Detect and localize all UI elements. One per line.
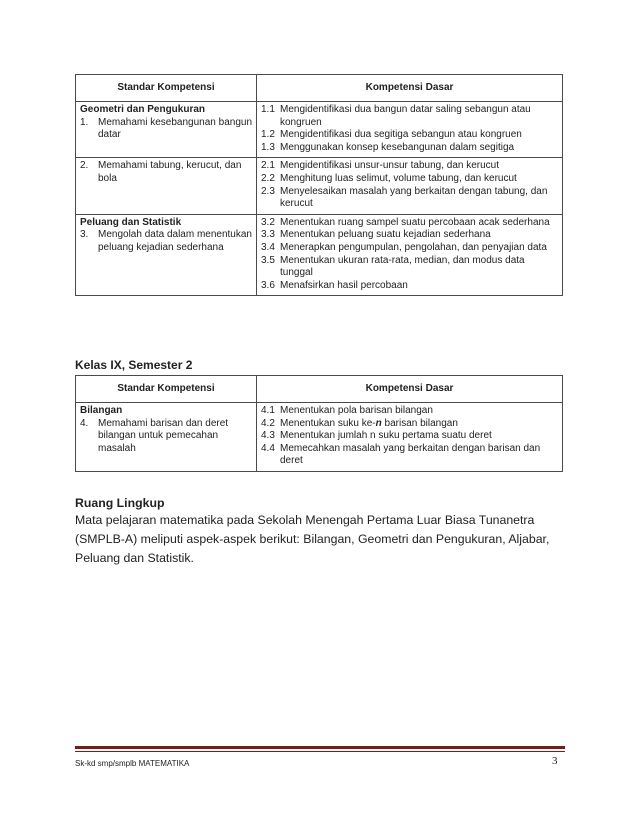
group-title: Geometri dan Pengukuran [80, 104, 206, 115]
sk-text: Mengolah data dalam menentukan peluang kejadian sederhana [98, 229, 252, 253]
kd-text-pre: Menentukan suku ke- [280, 417, 376, 429]
footer-document-title: Sk-kd smp/smplb MATEMATIKA [75, 759, 190, 768]
kd-number: 1.3 [261, 141, 275, 153]
kd-item [261, 280, 558, 293]
page-number: 3 [552, 755, 558, 767]
kd-item [261, 142, 558, 155]
kd-item [261, 129, 558, 142]
group-title: Bilangan [80, 405, 123, 416]
header-standar-kompetensi: Standar Kompetensi [76, 75, 257, 102]
sk-text: Memahami tabung, kerucut, dan bola [98, 160, 242, 184]
sk-text: Memahami kesebangunan bangun datar [98, 116, 252, 141]
kd-item [261, 418, 558, 431]
kd-item [261, 160, 558, 173]
sk-cell [76, 102, 257, 158]
kd-number: 3.4 [261, 241, 275, 253]
kd-text-post: barisan bilangan [381, 417, 458, 429]
kd-text: Menghitung luas selimut, volume tabung, dan kerucut [280, 172, 517, 184]
kd-item [261, 242, 558, 255]
kd-text: Menafsirkan hasil percobaan [280, 279, 408, 291]
kd-text [280, 418, 558, 431]
sk-number: 3. [80, 229, 89, 241]
kd-text: Menggunakan konsep kesebangunan dalam segitiga [280, 141, 515, 153]
ruang-lingkup-section [75, 495, 565, 568]
kd-number: 4.2 [261, 417, 275, 429]
kd-number: 2.3 [261, 185, 275, 197]
header-standar-kompetensi: Standar Kompetensi [76, 376, 257, 403]
kd-item [261, 217, 558, 230]
header-kompetensi-dasar: Kompetensi Dasar [257, 376, 563, 403]
kd-text-emphasis: n [375, 417, 382, 429]
kd-cell [257, 214, 563, 296]
section-body: Mata pelajaran matematika pada Sekolah Menengah Pertama Luar Biasa Tunanetra (SMPLB-A) meliputi aspek-aspek berikut: Bilangan, Geometri dan Pengukuran, Aljabar, Peluang dan Statistik. [75, 513, 550, 565]
kd-text: Menentukan pola barisan bilangan [280, 405, 433, 416]
table-row [76, 214, 563, 296]
kd-item [261, 443, 558, 468]
sk-item [80, 229, 252, 254]
footer-rule-thick [75, 746, 565, 749]
kd-number: 1.2 [261, 129, 275, 141]
kd-cell [257, 158, 563, 214]
kelas-heading: Kelas IX, Semester 2 [75, 358, 193, 372]
kd-text: Menentukan ukuran rata-rata, median, dan modus data tunggal [280, 254, 525, 279]
kd-text: Mengidentifikasi unsur-unsur tabung, dan kerucut [280, 160, 500, 172]
kd-cell [257, 403, 563, 472]
sk-number: 4. [80, 417, 89, 429]
table-header-row [76, 376, 563, 403]
kd-number: 3.3 [261, 229, 275, 241]
kd-number: 2.2 [261, 172, 275, 184]
sk-number: 1. [80, 116, 89, 128]
kd-text: Menerapkan pengumpulan, pengolahan, dan penyajian data [280, 241, 547, 253]
kd-text: Mengidentifikasi dua bangun datar saling sebangun atau kongruen [280, 104, 531, 128]
sk-item [80, 160, 252, 185]
footer-rule-thin [75, 751, 565, 752]
kd-item [261, 405, 558, 418]
kd-number: 3.5 [261, 254, 275, 266]
kd-number: 1.1 [261, 104, 275, 115]
kd-text: Menentukan jumlah n suku pertama suatu deret [280, 430, 492, 442]
kd-text: Menyelesaikan masalah yang berkaitan dengan tabung, dan kerucut [280, 185, 548, 210]
sk-text: Memahami barisan dan deret bilangan untuk pemecahan masalah [98, 417, 229, 454]
kd-number: 3.6 [261, 279, 275, 291]
section-title: Ruang Lingkup [75, 496, 165, 510]
kd-text: Mengidentifikasi dua segitiga sebangun atau kongruen [280, 129, 522, 141]
kd-number: 4.1 [261, 405, 275, 416]
sk-cell [76, 214, 257, 296]
sk-item [80, 418, 252, 456]
group-title: Peluang dan Statistik [80, 216, 182, 228]
kd-text: Menentukan peluang suatu kejadian sederhana [280, 229, 491, 241]
table-row [76, 158, 563, 214]
kd-text: Menentukan ruang sampel suatu percobaan acak sederhana [280, 216, 550, 228]
kd-item [261, 186, 558, 211]
competency-table-2 [75, 375, 563, 472]
kd-item [261, 430, 558, 443]
kd-item [261, 255, 558, 280]
table-row [76, 403, 563, 472]
sk-cell [76, 403, 257, 472]
kd-number: 4.3 [261, 430, 275, 442]
kd-cell [257, 102, 563, 158]
sk-number: 2. [80, 160, 89, 172]
kd-text: Memecahkan masalah yang berkaitan dengan barisan dan deret [280, 442, 541, 467]
kd-item [261, 229, 558, 242]
kd-number: 3.2 [261, 216, 275, 228]
table-row [76, 102, 563, 158]
kd-item [261, 173, 558, 186]
kd-number: 2.1 [261, 160, 275, 172]
sk-item [80, 117, 252, 142]
header-kompetensi-dasar: Kompetensi Dasar [257, 75, 563, 102]
sk-cell [76, 158, 257, 214]
competency-table-1 [75, 74, 563, 296]
kd-item [261, 104, 558, 129]
kd-number: 4.4 [261, 442, 275, 454]
table-header-row [76, 75, 563, 102]
